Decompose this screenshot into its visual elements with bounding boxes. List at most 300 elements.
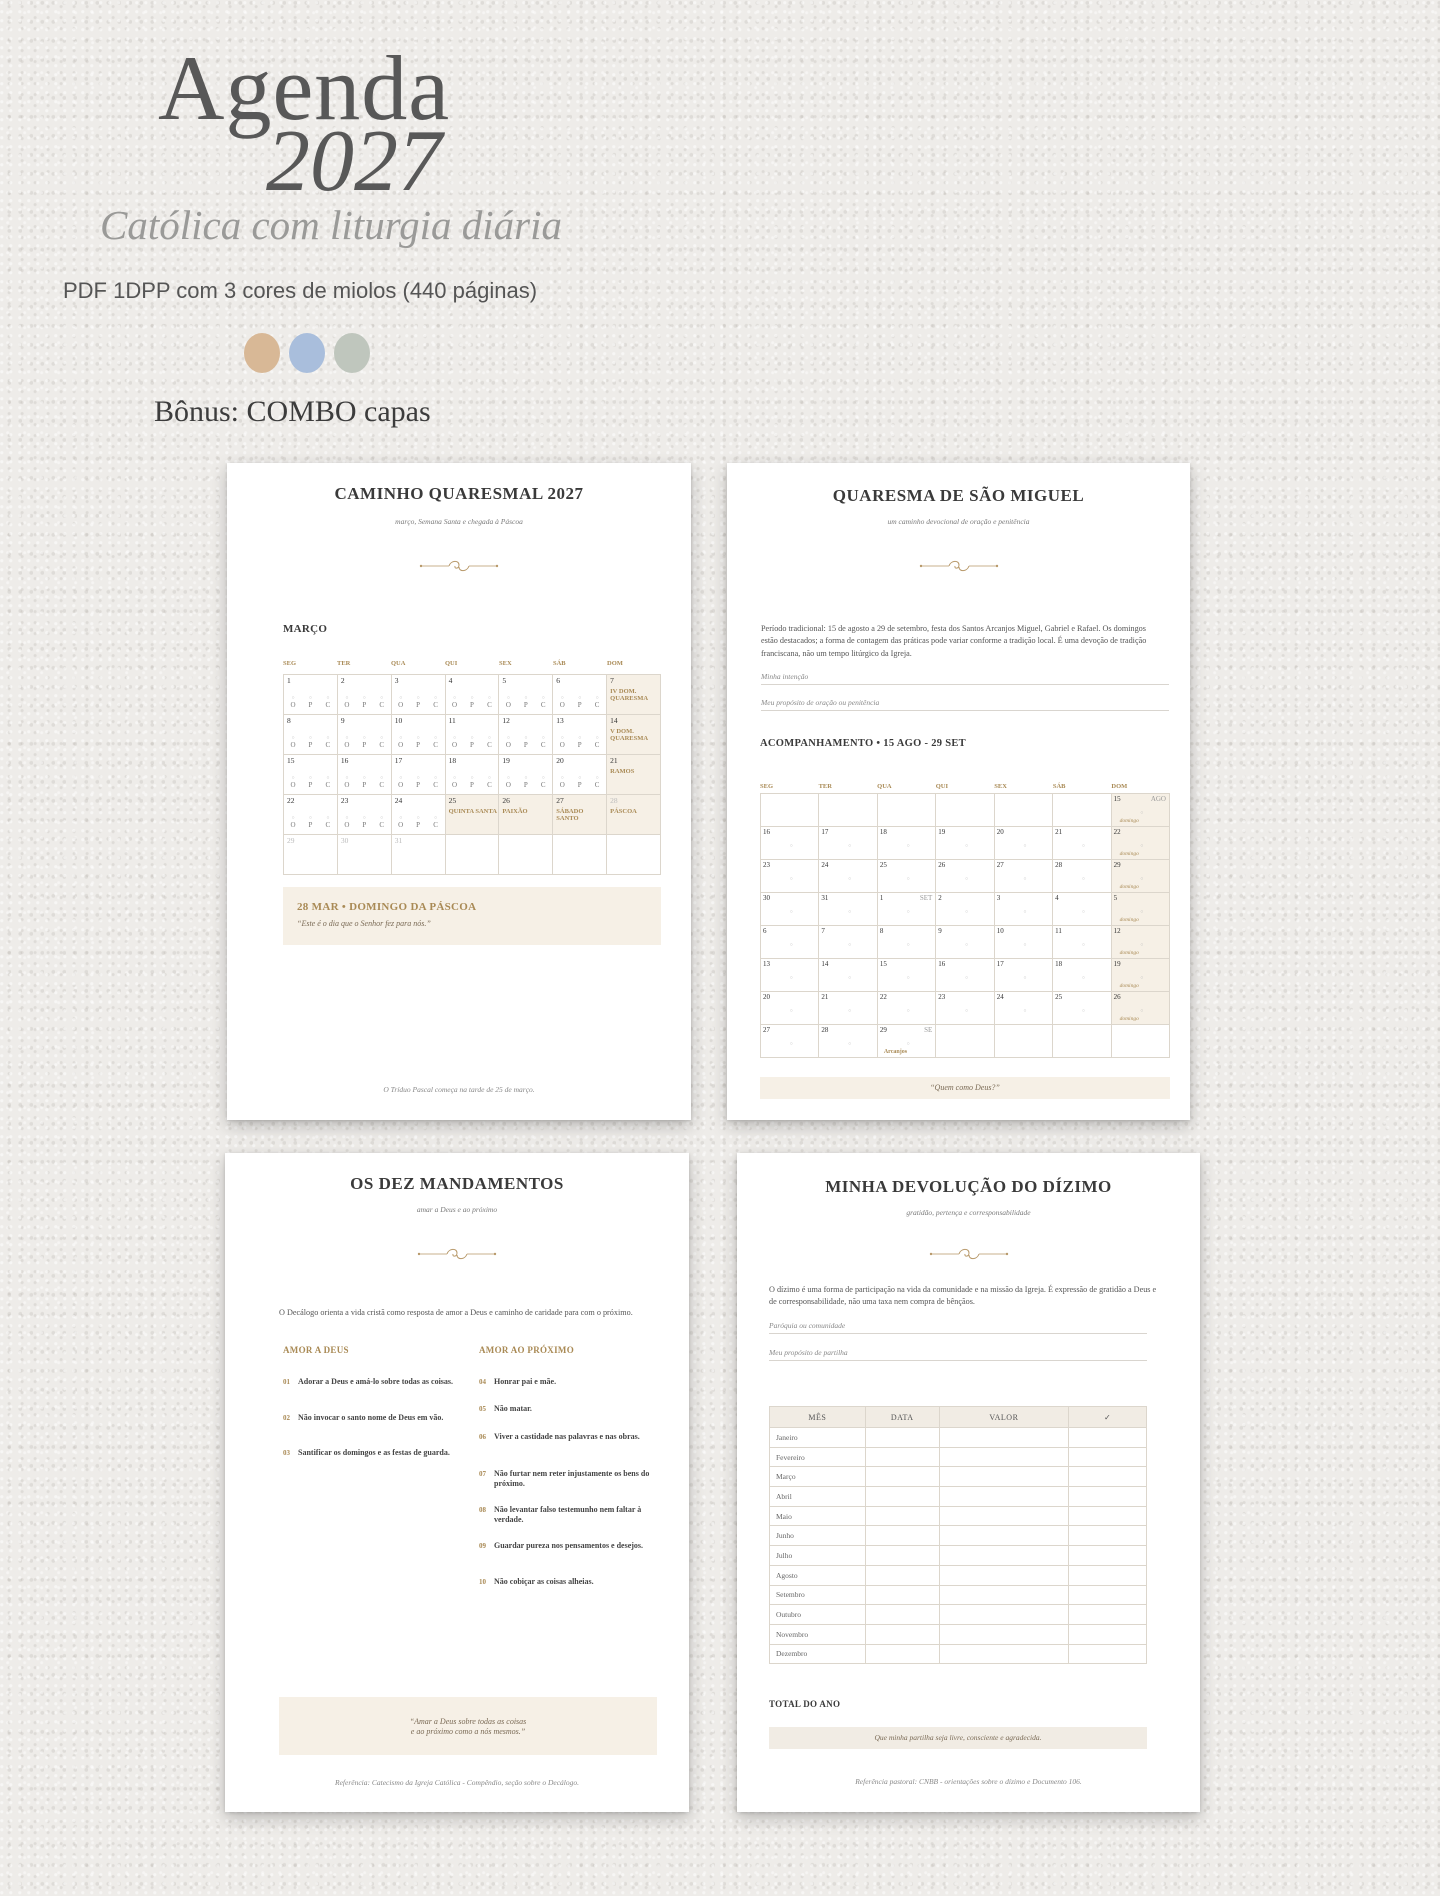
calendar-day[interactable] — [819, 959, 877, 992]
check-circle-icon[interactable]: ○ — [789, 976, 793, 981]
calendar-day[interactable] — [338, 675, 392, 715]
practice-check[interactable]: ○ P — [520, 696, 532, 709]
calendar-day[interactable] — [1053, 992, 1111, 1025]
check-circle-icon[interactable]: ○ — [906, 844, 910, 849]
calendar-day[interactable] — [1053, 959, 1111, 992]
date-cell[interactable] — [865, 1644, 939, 1664]
value-cell[interactable] — [939, 1526, 1069, 1546]
calendar-day[interactable] — [446, 715, 500, 755]
check-circle-icon[interactable]: ○ — [906, 943, 910, 948]
calendar-day[interactable] — [1053, 794, 1111, 827]
check-circle-icon[interactable]: ○ — [789, 844, 793, 849]
check-cell[interactable] — [1069, 1428, 1147, 1448]
day-number: 31 — [394, 836, 403, 845]
practice-check[interactable]: ○ O — [502, 696, 514, 709]
calendar-day[interactable] — [553, 675, 607, 715]
calendar-day[interactable] — [878, 1025, 936, 1058]
practice-checkboxes[interactable] — [449, 776, 496, 789]
calendar-day[interactable] — [284, 715, 338, 755]
practice-check[interactable]: ○ O — [341, 736, 353, 749]
calendar-day[interactable] — [761, 1025, 819, 1058]
day-number: 19 — [938, 828, 946, 836]
practice-check[interactable]: ○ C — [322, 776, 334, 789]
calendar-day[interactable] — [936, 1025, 994, 1058]
practice-check[interactable]: ○ P — [412, 776, 424, 789]
check-cell[interactable] — [1069, 1624, 1147, 1644]
pdf-info: PDF 1DPP com 3 cores de miolos (440 páginas) — [63, 278, 538, 303]
check-circle-icon[interactable]: ○ — [789, 943, 793, 948]
calendar-day[interactable] — [392, 675, 446, 715]
calendar-day[interactable] — [819, 926, 877, 959]
day-number: 7 — [610, 676, 614, 685]
check-circle-icon[interactable]: ○ — [1023, 844, 1027, 849]
check-circle-icon[interactable]: ○ — [1081, 910, 1085, 915]
calendar-day[interactable] — [819, 794, 877, 827]
calendar-day[interactable] — [284, 675, 338, 715]
date-cell[interactable] — [865, 1585, 939, 1605]
calendar-day[interactable] — [1112, 1025, 1170, 1058]
calendar-day[interactable] — [1112, 860, 1170, 893]
practice-checkboxes[interactable] — [395, 816, 442, 829]
calendar-day[interactable] — [995, 1025, 1053, 1058]
calendar-day[interactable] — [607, 675, 661, 715]
practice-check[interactable]: ○ P — [520, 776, 532, 789]
calendar-day[interactable] — [446, 675, 500, 715]
check-cell[interactable] — [1069, 1546, 1147, 1566]
check-cell[interactable] — [1069, 1447, 1147, 1467]
practice-checkboxes[interactable] — [287, 736, 334, 749]
practice-check[interactable]: ○ O — [287, 736, 299, 749]
value-cell[interactable] — [939, 1467, 1069, 1487]
check-circle-icon[interactable]: ○ — [1140, 910, 1144, 915]
calendar-day[interactable] — [392, 715, 446, 755]
calendar-day[interactable] — [936, 926, 994, 959]
check-cell[interactable] — [1069, 1605, 1147, 1625]
commandment-item — [283, 1413, 463, 1423]
calendar-day[interactable] — [761, 794, 819, 827]
check-circle-icon[interactable]: ○ — [964, 877, 969, 882]
practice-check[interactable]: ○ C — [591, 776, 603, 789]
day-number: 30 — [340, 836, 349, 845]
calendar-day[interactable] — [878, 893, 936, 926]
calendar-day[interactable] — [1112, 959, 1170, 992]
check-circle-icon[interactable]: ○ — [1081, 943, 1085, 948]
practice-checkboxes[interactable] — [341, 776, 388, 789]
check-circle-icon[interactable]: ○ — [848, 1042, 852, 1047]
day-number: 28 — [821, 1026, 829, 1034]
practice-check[interactable]: ○ C — [430, 776, 442, 789]
calendar-day[interactable] — [761, 893, 819, 926]
month-marker: SET — [919, 894, 933, 902]
calendar-day[interactable] — [338, 835, 392, 875]
practice-checkboxes[interactable] — [556, 776, 603, 789]
practice-check[interactable]: ○ O — [395, 736, 407, 749]
check-circle-icon[interactable]: ○ — [1023, 877, 1027, 882]
practice-check[interactable]: ○ O — [341, 816, 353, 829]
value-cell[interactable] — [939, 1644, 1069, 1664]
practice-check[interactable]: ○ P — [304, 816, 316, 829]
calendar-day[interactable] — [878, 992, 936, 1025]
practice-check[interactable]: ○ O — [449, 696, 461, 709]
practice-check[interactable]: ○ C — [322, 816, 334, 829]
practice-checkboxes[interactable] — [556, 696, 603, 709]
check-cell[interactable] — [1069, 1565, 1147, 1585]
practice-check[interactable]: ○ O — [341, 776, 353, 789]
calendar-day[interactable] — [446, 795, 500, 835]
calendar-day[interactable] — [995, 992, 1053, 1025]
practice-check[interactable]: ○ O — [287, 816, 299, 829]
calendar-day[interactable] — [1053, 827, 1111, 860]
check-circle-icon[interactable]: ○ — [964, 943, 969, 948]
practice-check[interactable]: ○ P — [574, 696, 586, 709]
practice-checkboxes[interactable] — [341, 696, 388, 709]
calendar-day[interactable] — [761, 860, 819, 893]
day-number: 17 — [394, 756, 403, 765]
check-circle-icon[interactable]: ○ — [1140, 943, 1144, 948]
practice-check[interactable]: ○ O — [556, 736, 568, 749]
practice-check[interactable]: ○ O — [449, 776, 461, 789]
calendar-day[interactable] — [499, 755, 553, 795]
calendar-day[interactable] — [936, 860, 994, 893]
calendar-day[interactable] — [1112, 827, 1170, 860]
calendar-day[interactable] — [995, 860, 1053, 893]
check-circle-icon[interactable]: ○ — [848, 877, 852, 882]
check-circle-icon[interactable]: ○ — [789, 877, 793, 882]
value-cell[interactable] — [939, 1506, 1069, 1526]
check-circle-icon[interactable]: ○ — [848, 910, 852, 915]
practice-check[interactable]: ○ C — [376, 816, 388, 829]
calendar-day[interactable] — [1112, 992, 1170, 1025]
calendar-day[interactable] — [819, 1025, 877, 1058]
weekday-label: SEG — [283, 660, 297, 667]
practice-check[interactable]: ○ C — [537, 736, 549, 749]
calendar-day[interactable] — [878, 959, 936, 992]
check-cell[interactable] — [1069, 1644, 1147, 1664]
practice-checkboxes[interactable] — [287, 696, 334, 709]
check-cell[interactable] — [1069, 1526, 1147, 1546]
practice-check[interactable]: ○ P — [466, 776, 478, 789]
day-number: 1 — [287, 676, 291, 685]
check-circle-icon[interactable]: ○ — [1081, 1009, 1085, 1014]
practice-check[interactable]: ○ P — [304, 736, 316, 749]
practice-checkboxes[interactable] — [395, 776, 442, 789]
calendar-day[interactable] — [761, 827, 819, 860]
practice-check[interactable]: ○ C — [322, 736, 334, 749]
check-circle-icon[interactable]: ○ — [906, 1009, 910, 1014]
practice-check[interactable]: ○ C — [483, 776, 495, 789]
practice-check[interactable]: ○ P — [304, 696, 316, 709]
calendar-day[interactable] — [1053, 893, 1111, 926]
check-circle-icon[interactable]: ○ — [906, 976, 910, 981]
practice-check[interactable]: ○ P — [358, 816, 370, 829]
practice-check[interactable]: ○ O — [502, 776, 514, 789]
check-circle-icon[interactable]: ○ — [906, 910, 910, 915]
date-cell[interactable] — [865, 1565, 939, 1585]
calendar-day[interactable] — [936, 794, 994, 827]
practice-check[interactable]: ○ O — [395, 696, 407, 709]
calendar-day[interactable] — [607, 755, 661, 795]
calendar-day[interactable] — [936, 959, 994, 992]
calendar-day[interactable] — [499, 675, 553, 715]
check-circle-icon[interactable]: ○ — [964, 844, 969, 849]
value-cell[interactable] — [939, 1447, 1069, 1467]
check-circle-icon[interactable]: ○ — [1023, 1009, 1027, 1014]
practice-check[interactable]: ○ P — [358, 696, 370, 709]
calendar-day[interactable] — [995, 926, 1053, 959]
check-circle-icon[interactable]: ○ — [1140, 811, 1144, 816]
calendar-day[interactable] — [761, 959, 819, 992]
calendar-day[interactable] — [446, 835, 500, 875]
calendar-day[interactable] — [338, 795, 392, 835]
practice-check[interactable]: ○ P — [574, 776, 586, 789]
calendar-day[interactable] — [995, 959, 1053, 992]
practice-checkboxes[interactable] — [287, 816, 334, 829]
check-circle-icon[interactable]: ○ — [964, 1009, 969, 1014]
calendar-day[interactable] — [1112, 794, 1170, 827]
check-circle-icon[interactable]: ○ — [789, 1042, 793, 1047]
practice-check[interactable]: ○ P — [466, 696, 478, 709]
calendar-day[interactable] — [499, 715, 553, 755]
share-purpose-field[interactable]: Meu propósito de partilha — [769, 1348, 1147, 1361]
check-circle-icon[interactable]: ○ — [1081, 844, 1085, 849]
practice-check[interactable]: ○ C — [591, 696, 603, 709]
calendar-day[interactable] — [1053, 926, 1111, 959]
check-circle-icon[interactable]: ○ — [1023, 910, 1027, 915]
check-circle-icon[interactable]: ○ — [848, 976, 852, 981]
practice-check[interactable]: ○ C — [322, 696, 334, 709]
value-cell[interactable] — [939, 1585, 1069, 1605]
sunday-label: domingo — [1119, 1016, 1139, 1022]
calendar-day[interactable] — [607, 795, 661, 835]
calendar-day[interactable] — [392, 835, 446, 875]
commandment-item — [479, 1432, 659, 1442]
practice-checkboxes[interactable] — [502, 776, 549, 789]
weekday-label: DOM — [607, 660, 623, 667]
day-number: 15 — [287, 756, 295, 765]
value-cell[interactable] — [939, 1487, 1069, 1507]
calendar-day[interactable] — [936, 992, 994, 1025]
calendar-day[interactable] — [284, 795, 338, 835]
date-cell[interactable] — [865, 1487, 939, 1507]
commandment-item — [479, 1577, 659, 1587]
calendar-day[interactable] — [553, 835, 607, 875]
calendar-day[interactable] — [499, 795, 553, 835]
day-number: 8 — [287, 716, 291, 725]
intention-field[interactable]: Minha intenção — [761, 672, 1169, 685]
practice-check[interactable]: ○ P — [412, 736, 424, 749]
calendar-day[interactable] — [936, 827, 994, 860]
calendar-day[interactable] — [819, 860, 877, 893]
calendar-day[interactable] — [819, 827, 877, 860]
check-cell[interactable] — [1069, 1506, 1147, 1526]
check-circle-icon[interactable]: ○ — [906, 1042, 910, 1047]
calendar-day[interactable] — [553, 715, 607, 755]
date-cell[interactable] — [865, 1605, 939, 1625]
calendar-day[interactable] — [338, 755, 392, 795]
practice-check[interactable]: ○ C — [537, 696, 549, 709]
calendar-day[interactable] — [553, 795, 607, 835]
practice-check[interactable]: ○ C — [483, 736, 495, 749]
purpose-field[interactable]: Meu propósito de oração ou penitência — [761, 698, 1169, 711]
calendar-day[interactable] — [607, 715, 661, 755]
calendar-day[interactable] — [761, 992, 819, 1025]
commandment-text: Viver a castidade nas palavras e nas obras. — [494, 1432, 640, 1441]
practice-checkboxes[interactable] — [449, 736, 496, 749]
weekday-label: TER — [337, 660, 351, 667]
practice-check[interactable]: ○ C — [430, 696, 442, 709]
practice-check[interactable]: ○ O — [395, 776, 407, 789]
practice-check[interactable]: ○ P — [520, 736, 532, 749]
date-cell[interactable] — [865, 1546, 939, 1566]
calendar-day[interactable] — [284, 755, 338, 795]
sunday-label: domingo — [1119, 983, 1139, 989]
practice-check[interactable]: ○ O — [341, 696, 353, 709]
practice-check[interactable]: ○ O — [395, 816, 407, 829]
calendar-day[interactable] — [995, 794, 1053, 827]
page-commandments — [225, 1153, 689, 1812]
calendar-day[interactable] — [1112, 926, 1170, 959]
practice-check[interactable]: ○ O — [502, 736, 514, 749]
practice-check[interactable]: ○ C — [430, 816, 442, 829]
practice-check[interactable]: ○ C — [591, 736, 603, 749]
check-circle-icon[interactable]: ○ — [1081, 976, 1085, 981]
practice-check[interactable]: ○ O — [556, 696, 568, 709]
value-cell[interactable] — [939, 1605, 1069, 1625]
date-cell[interactable] — [865, 1467, 939, 1487]
check-cell[interactable] — [1069, 1585, 1147, 1605]
calendar-day[interactable] — [878, 926, 936, 959]
practice-checkboxes[interactable] — [395, 696, 442, 709]
practice-check[interactable]: ○ C — [376, 696, 388, 709]
day-number: 2 — [938, 894, 942, 902]
practice-checkboxes[interactable] — [556, 736, 603, 749]
practice-checkboxes[interactable] — [395, 736, 442, 749]
calendar-day[interactable] — [878, 860, 936, 893]
practice-check[interactable]: ○ P — [304, 776, 316, 789]
check-circle-icon[interactable]: ○ — [848, 943, 852, 948]
practice-check[interactable]: ○ O — [287, 776, 299, 789]
practice-check[interactable]: ○ P — [574, 736, 586, 749]
practice-checkboxes[interactable] — [502, 736, 549, 749]
practice-checkboxes[interactable] — [287, 776, 334, 789]
practice-check[interactable]: ○ P — [358, 776, 370, 789]
date-cell[interactable] — [865, 1526, 939, 1546]
month-marker: SE — [924, 1026, 933, 1034]
check-circle-icon[interactable]: ○ — [1023, 943, 1027, 948]
practice-check[interactable]: ○ P — [412, 816, 424, 829]
value-cell[interactable] — [939, 1546, 1069, 1566]
check-cell[interactable] — [1069, 1487, 1147, 1507]
check-circle-icon[interactable]: ○ — [1140, 1009, 1144, 1014]
calendar-day[interactable] — [761, 926, 819, 959]
practice-checkboxes[interactable] — [502, 696, 549, 709]
day-number: 10 — [394, 716, 403, 725]
calendar-day[interactable] — [878, 794, 936, 827]
check-circle-icon[interactable]: ○ — [1140, 844, 1144, 849]
check-circle-icon[interactable]: ○ — [789, 1009, 793, 1014]
date-cell[interactable] — [865, 1624, 939, 1644]
check-circle-icon[interactable]: ○ — [848, 1009, 852, 1014]
check-circle-icon[interactable]: ○ — [1140, 976, 1144, 981]
value-cell[interactable] — [939, 1428, 1069, 1448]
page-lent-calendar — [227, 463, 691, 1120]
practice-check[interactable]: ○ O — [287, 696, 299, 709]
calendar-day[interactable] — [995, 893, 1053, 926]
practice-check[interactable]: ○ C — [483, 696, 495, 709]
calendar-day[interactable] — [936, 893, 994, 926]
page-title: MINHA DEVOLUÇÃO DO DÍZIMO — [825, 1177, 1112, 1196]
practice-checkboxes[interactable] — [449, 696, 496, 709]
check-circle-icon[interactable]: ○ — [848, 844, 852, 849]
check-circle-icon[interactable]: ○ — [1023, 976, 1027, 981]
practice-check[interactable]: ○ P — [466, 736, 478, 749]
easter-highlight — [283, 887, 661, 945]
practice-check[interactable]: ○ C — [430, 736, 442, 749]
calendar-day[interactable] — [819, 893, 877, 926]
practice-check[interactable]: ○ C — [376, 776, 388, 789]
bonus-text: Bônus: COMBO capas — [154, 395, 431, 428]
date-cell[interactable] — [865, 1506, 939, 1526]
color-swatch-sage — [334, 333, 370, 373]
practice-checkboxes[interactable] — [341, 736, 388, 749]
calendar-day[interactable] — [338, 715, 392, 755]
value-cell[interactable] — [939, 1565, 1069, 1585]
calendar-grid — [283, 674, 661, 875]
tithe-table — [769, 1406, 1147, 1664]
check-cell[interactable] — [1069, 1467, 1147, 1487]
month-marker: AGO — [1150, 795, 1166, 803]
calendar-day[interactable] — [819, 992, 877, 1025]
practice-check[interactable]: ○ C — [537, 776, 549, 789]
check-circle-icon[interactable]: ○ — [964, 976, 969, 981]
calendar-day[interactable] — [392, 755, 446, 795]
calendar-day[interactable] — [553, 755, 607, 795]
calendar-day[interactable] — [995, 827, 1053, 860]
column-header: VALOR — [939, 1407, 1069, 1428]
practice-check[interactable]: ○ P — [358, 736, 370, 749]
calendar-day[interactable] — [499, 835, 553, 875]
month-cell: Junho — [770, 1526, 866, 1546]
practice-check[interactable]: ○ C — [376, 736, 388, 749]
day-number: 27 — [556, 796, 564, 805]
day-number: 14 — [821, 960, 829, 968]
check-circle-icon[interactable]: ○ — [906, 877, 910, 882]
month-cell: Março — [770, 1467, 866, 1487]
parish-field[interactable]: Paróquia ou comunidade — [769, 1321, 1147, 1334]
practice-checkboxes[interactable] — [341, 816, 388, 829]
practice-check[interactable]: ○ O — [556, 776, 568, 789]
check-circle-icon[interactable]: ○ — [964, 910, 969, 915]
practice-check[interactable]: ○ O — [449, 736, 461, 749]
date-cell[interactable] — [865, 1428, 939, 1448]
calendar-day[interactable] — [284, 835, 338, 875]
calendar-day[interactable] — [607, 835, 661, 875]
day-number: 23 — [763, 861, 770, 869]
practice-check[interactable]: ○ P — [412, 696, 424, 709]
value-cell[interactable] — [939, 1624, 1069, 1644]
calendar-day[interactable] — [1053, 860, 1111, 893]
date-cell[interactable] — [865, 1447, 939, 1467]
check-circle-icon[interactable]: ○ — [1140, 877, 1144, 882]
calendar-day[interactable] — [392, 795, 446, 835]
calendar-day[interactable] — [1112, 893, 1170, 926]
calendar-day[interactable] — [878, 827, 936, 860]
calendar-day[interactable] — [1053, 1025, 1111, 1058]
check-circle-icon[interactable]: ○ — [1081, 877, 1085, 882]
check-circle-icon[interactable]: ○ — [789, 910, 793, 915]
day-number: 24 — [394, 796, 403, 805]
calendar-day[interactable] — [446, 755, 500, 795]
